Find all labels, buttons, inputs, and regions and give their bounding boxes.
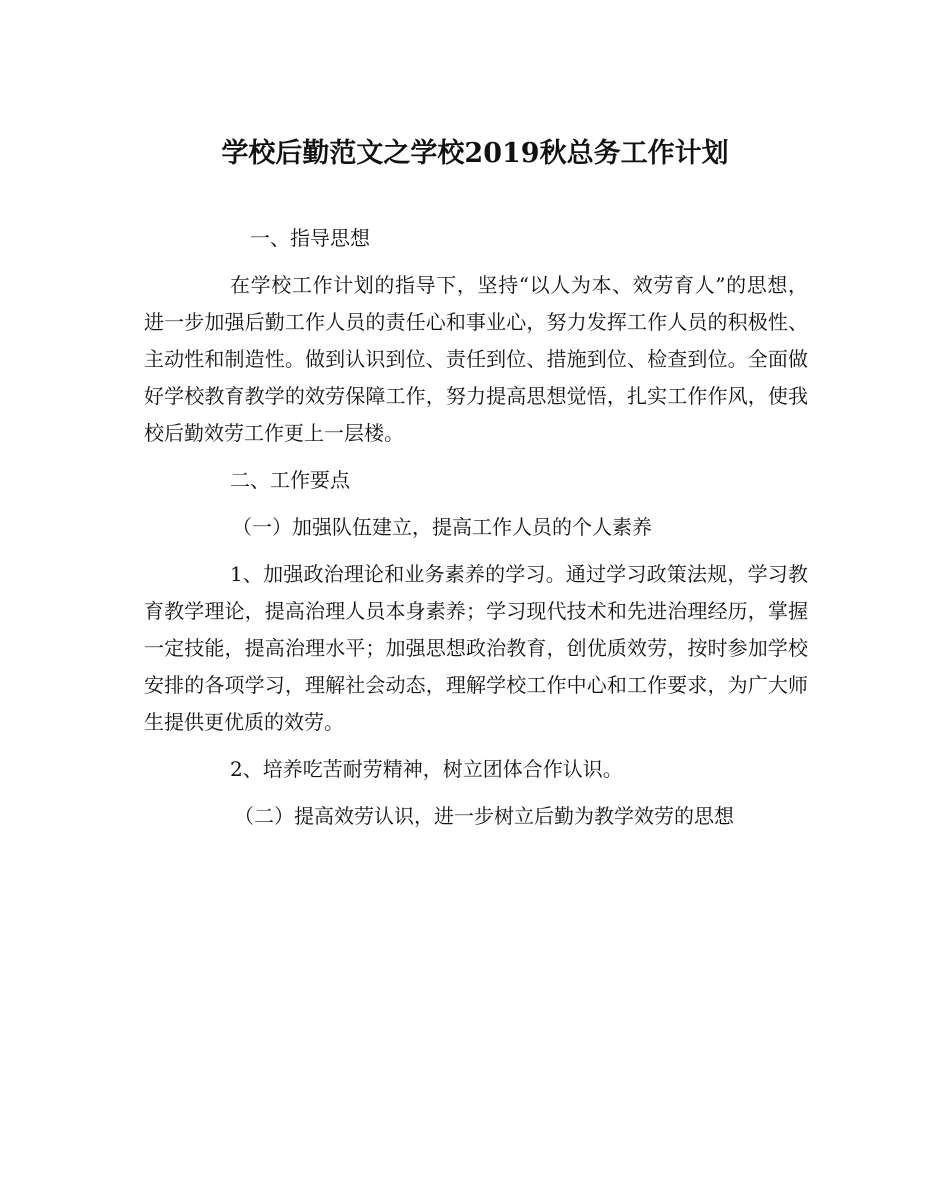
section-heading-work-points: 二、工作要点 [230,468,350,492]
section-heading-guiding-ideology: 一、指导思想 [250,226,370,250]
subsection-heading-service-awareness: （二）提高效劳认识，进一步树立后勤为教学效劳的思想 [234,804,734,828]
subsection-heading-team-building: （一）加强队伍建立，提高工作人员的个人素养 [232,515,652,539]
document-body [144,220,808,845]
paragraph-item-2: 2、培养吃苦耐劳精神，树立团体合作认识。 [230,757,623,781]
document-title: 学校后勤范文之学校2019秋总务工作计划 [221,138,729,169]
paragraph-guiding-ideology: 在学校工作计划的指导下，坚持“以人为本、效劳育人”的思想，进一步加强后勤工作人员的责任心和事业心，努力发挥工作人员的积极性、主动性和制造性。做到认识到位、责任到位、措施到位、检查到位。全面做好学校教育教学的效劳保障工作，努力提高思想觉悟，扎实工作作风，使我校后勤效劳工作更上一层楼。 [144,273,808,445]
paragraph-item-1: 1、加强政治理论和业务素养的学习。通过学习政策法规，学习教育教学理论，提高治理人员本身素养；学习现代技术和先进治理经历，掌握一定技能，提高治理水平；加强思想政治教育，创优质效劳，按时参加学校安排的各项学习，理解社会动态，理解学校工作中心和工作要求，为广大师生提供更优质的效劳。 [144,562,808,734]
